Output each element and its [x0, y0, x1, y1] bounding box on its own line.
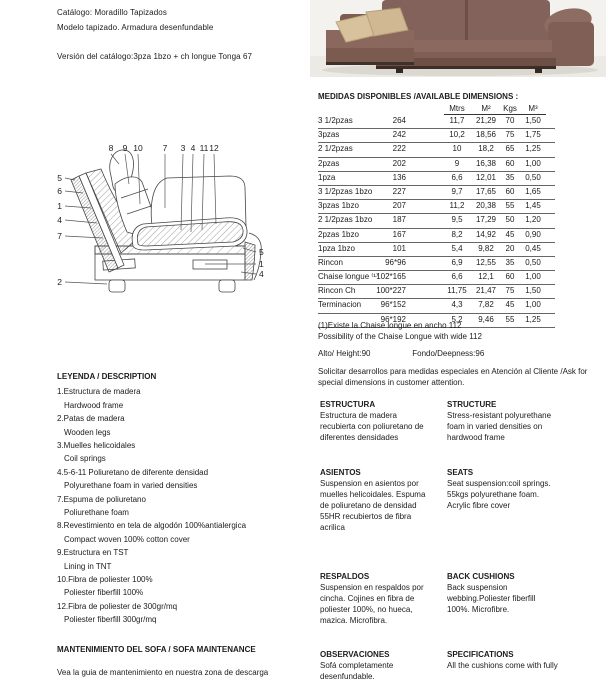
- row-m3: 1,75: [525, 130, 541, 140]
- row-size: 101: [392, 243, 406, 253]
- respaldos-title: RESPALDOS: [320, 572, 370, 581]
- row-kgs: 75: [505, 130, 515, 140]
- table-row: [318, 143, 555, 157]
- callout-8: 8: [108, 143, 114, 153]
- specifications-body: All the cushions come with fully: [447, 661, 558, 670]
- row-mtrs: 10,2: [449, 130, 465, 140]
- legend-item-es: 12.Fibra de poliester de 300gr/mq: [57, 601, 178, 611]
- table-row: [318, 299, 555, 313]
- callout-1-right: 1: [259, 259, 264, 269]
- cross-section-art: [45, 138, 275, 310]
- structure-title: STRUCTURE: [447, 400, 497, 409]
- table-row: [318, 172, 555, 186]
- legend-item: [57, 385, 317, 412]
- table-row: [318, 271, 555, 285]
- row-size: 102*165: [376, 272, 406, 282]
- callout-7-left: 7: [57, 231, 62, 241]
- callout-4-right: 4: [259, 269, 264, 279]
- callout-6: 6: [57, 186, 62, 196]
- legend-item-es: 1.Estructura de madera: [57, 387, 141, 397]
- depth-label: Fondo/Deepness:96: [412, 349, 485, 358]
- row-size: 96*152: [380, 300, 406, 310]
- legend-item-en: Poliurethane foam: [64, 508, 129, 518]
- row-kgs: 75: [505, 286, 515, 296]
- row-m3: 1,00: [525, 272, 541, 282]
- row-name: Rincon: [318, 257, 343, 267]
- col-header-m2: M²: [481, 103, 491, 113]
- row-m2: 12,01: [475, 172, 497, 182]
- seats-body: Seat suspension:coil springs. 55kgs polyurethane foam. Acrylic fibre cover: [447, 479, 551, 510]
- legend-item-es: 2.Patas de madera: [57, 414, 125, 424]
- row-name: 1pza: [318, 172, 336, 182]
- row-kgs: 35: [505, 257, 515, 267]
- row-kgs: 65: [505, 144, 515, 154]
- row-kgs: 60: [505, 186, 515, 196]
- row-m2: 12,1: [478, 272, 494, 282]
- callout-11: 11: [199, 143, 209, 153]
- row-name: Rincon Ch: [318, 286, 356, 296]
- legend-item: [57, 546, 317, 573]
- row-m3: 1,20: [525, 215, 541, 225]
- legend-items: [57, 385, 317, 626]
- row-m2: 18,2: [478, 144, 494, 154]
- callout-5-left: 5: [57, 173, 62, 183]
- sofa-photo: [310, 0, 606, 77]
- row-name: 2 1/2pzas: [318, 144, 353, 154]
- legend-item-es: 7.Espuma de poliuretano: [57, 494, 146, 504]
- row-size: 222: [392, 144, 406, 154]
- legend-item: [57, 412, 317, 439]
- callout-2: 2: [57, 277, 62, 287]
- section-estructura: [320, 399, 426, 443]
- row-m3: 0,45: [525, 243, 541, 253]
- row-m2: 17,29: [475, 215, 497, 225]
- row-kgs: 55: [505, 314, 515, 324]
- row-size: 264: [392, 116, 406, 125]
- legend-item: [57, 439, 317, 466]
- row-name: 3pzas 1bzo: [318, 201, 359, 211]
- col-header-m3: M³: [528, 103, 538, 113]
- row-kgs: 60: [505, 158, 515, 168]
- section-respaldos: [320, 571, 426, 626]
- table-row: [318, 229, 555, 243]
- row-m3: 0,90: [525, 229, 541, 239]
- row-mtrs: 5,4: [451, 243, 463, 253]
- legend-item-en: Polyurethane foam in varied densities: [64, 481, 198, 491]
- row-mtrs: 11,7: [449, 116, 465, 125]
- chaise-footnote: [318, 320, 578, 342]
- table-row: [318, 129, 555, 143]
- row-m3: 0,50: [525, 172, 541, 182]
- legend-item-en: Compact woven 100% cotton cover: [64, 534, 190, 544]
- seats-title: SEATS: [447, 468, 474, 477]
- row-size: 187: [392, 215, 406, 225]
- row-size: 96*96: [385, 257, 406, 267]
- table-row: [318, 243, 555, 257]
- section-observaciones: [320, 649, 426, 682]
- back-cushions-title: BACK CUSHIONS: [447, 572, 515, 581]
- legend-item: [57, 519, 317, 546]
- col-header-mtrs: Mtrs: [449, 103, 465, 113]
- row-size: 227: [392, 186, 406, 196]
- row-name: 2 1/2pzas 1bzo: [318, 215, 373, 225]
- dimensions-table: [318, 92, 555, 328]
- row-mtrs: 11,2: [449, 201, 465, 211]
- row-name: 3 1/2pzas: [318, 116, 353, 125]
- estructura-body: Estructura de madera recubierta con poliuretano de diferentes densidades: [320, 411, 424, 442]
- asientos-body: Suspension en asientos por muelles helicoidales. Espuma de poliuretano de densidad 55HR recubiertos de fibra acrilica: [320, 479, 426, 532]
- maintenance-title: MANTENIMIENTO DEL SOFA / SOFA MAINTENANCE: [57, 645, 256, 654]
- section-specifications: [447, 649, 559, 671]
- legend-item-en: Hardwood frame: [64, 400, 124, 410]
- height-depth-line: [318, 349, 578, 359]
- row-m3: 1,65: [525, 186, 541, 196]
- callout-4-left: 4: [57, 215, 62, 225]
- asientos-title: ASIENTOS: [320, 468, 361, 477]
- table-row: [318, 186, 555, 200]
- back-cushions-body: Back suspension webbing.Poliester fiberfill 100%. Microfibre.: [447, 583, 536, 614]
- row-mtrs: 10: [452, 144, 462, 154]
- section-seats: [447, 467, 559, 511]
- dimensions-title: MEDIDAS DISPONIBLES /AVAILABLE DIMENSIONS :: [318, 92, 519, 101]
- row-size: 96*192: [380, 314, 406, 324]
- row-kgs: 45: [505, 300, 515, 310]
- row-kgs: 50: [505, 215, 515, 225]
- legend-title: LEYENDA / DESCRIPTION: [57, 372, 157, 381]
- legend-item-es: 8.Revestimiento en tela de algodón 100%antialergica: [57, 521, 247, 531]
- row-mtrs: 6,9: [451, 257, 463, 267]
- legend-item-en: Coil springs: [64, 454, 106, 464]
- row-m2: 9,82: [478, 243, 494, 253]
- row-name: Chaise longue ⁽¹⁾: [318, 272, 378, 282]
- observaciones-title: OBSERVACIONES: [320, 650, 390, 659]
- row-m3: 0,50: [525, 257, 541, 267]
- col-header-kgs: Kgs: [503, 103, 517, 113]
- row-m2: 18,56: [475, 130, 497, 140]
- legend-item-es: 4.5-6-11 Poliuretano de diferente densidad: [57, 467, 209, 477]
- section-asientos: [320, 467, 426, 533]
- row-m3: 1,25: [525, 144, 541, 154]
- observaciones-body: Sofá completamente desenfundable.: [320, 661, 394, 681]
- callout-12: 12: [209, 143, 219, 153]
- row-m2: 9,46: [478, 314, 494, 324]
- footnote-es: (1)Existe la Chaise longue en ancho 112: [318, 321, 462, 330]
- row-mtrs: 6,6: [451, 172, 463, 182]
- callout-7-top: 7: [162, 143, 168, 153]
- row-m2: 20,38: [475, 201, 497, 211]
- legend-item: [57, 466, 317, 493]
- respaldos-body: Suspension en respaldos por cincha. Cojines en fibra de poliester 100%, no hueca, mazica. Microfibra.: [320, 583, 424, 625]
- row-size: 100*227: [376, 286, 406, 296]
- row-kgs: 60: [505, 272, 515, 282]
- row-m3: 1,45: [525, 201, 541, 211]
- legend-item-es: 10.Fibra de poliester 100%: [57, 575, 153, 585]
- callout-9: 9: [122, 143, 128, 153]
- row-kgs: 45: [505, 229, 515, 239]
- row-mtrs: 9,7: [451, 186, 463, 196]
- legend-item-es: 3.Muelles helicoidales: [57, 441, 136, 451]
- row-name: 3 1/2pzas 1bzo: [318, 186, 373, 196]
- row-name: 3pzas: [318, 130, 340, 140]
- row-m2: 7,82: [478, 300, 494, 310]
- sofa-photo-art: [310, 0, 606, 77]
- row-kgs: 20: [505, 243, 515, 253]
- legend-item-es: 9.Estructura en TST: [57, 548, 129, 558]
- row-m2: 21,47: [475, 286, 497, 296]
- table-row: [318, 200, 555, 214]
- footnote-en: Possibility of the Chaise Longue with wide 112: [318, 332, 482, 341]
- catalog-line: Catálogo: Moradillo Tapizados: [57, 8, 167, 17]
- row-mtrs: 9,5: [451, 215, 463, 225]
- row-mtrs: 6,6: [451, 272, 463, 282]
- section-structure: [447, 399, 559, 443]
- row-m3: 1,50: [525, 286, 541, 296]
- dimensions-column-headers: [444, 103, 546, 115]
- row-mtrs: 8,2: [451, 229, 463, 239]
- legend-item-en: Poliester fiberfill 300gr/mq: [64, 615, 157, 625]
- table-row: [318, 158, 555, 172]
- sofa-cross-section-drawing: [45, 138, 275, 310]
- callout-10: 10: [133, 143, 143, 153]
- legend-item-en: Poliester fiberfill 100%: [64, 588, 144, 598]
- row-m3: 1,00: [525, 300, 541, 310]
- specifications-title: SPECIFICATIONS: [447, 650, 514, 659]
- callout-5-right: 5: [259, 247, 264, 257]
- legend-item: [57, 573, 317, 600]
- row-m2: 21,29: [475, 116, 497, 125]
- table-row: [318, 257, 555, 271]
- row-m3: 1,25: [525, 314, 541, 324]
- height-label: Alto/ Height:90: [318, 349, 371, 358]
- row-name: Terminacion: [318, 300, 362, 310]
- row-mtrs: 5,2: [451, 314, 463, 324]
- callout-3: 3: [180, 143, 186, 153]
- maintenance-body: Vea la guia de mantenimiento en nuestra zona de descarga: [57, 668, 269, 677]
- row-m2: 16,38: [475, 158, 497, 168]
- version-line: Versión del catálogo:3pza 1bzo + ch longue Tonga 67: [57, 52, 253, 61]
- row-size: 207: [392, 201, 406, 211]
- callout-4-top: 4: [190, 143, 196, 153]
- row-kgs: 55: [505, 201, 515, 211]
- row-name: 2pzas: [318, 158, 340, 168]
- legend-item: [57, 600, 317, 627]
- estructura-title: ESTRUCTURA: [320, 400, 376, 409]
- row-kgs: 70: [505, 116, 515, 125]
- model-line: Modelo tapizado. Armadura desenfundable: [57, 23, 214, 32]
- row-name: 2pzas 1bzo: [318, 229, 359, 239]
- legend-item: [57, 493, 317, 520]
- row-name: 1pza 1bzo: [318, 243, 355, 253]
- row-size: 202: [392, 158, 406, 168]
- row-mtrs: 9: [454, 158, 460, 168]
- row-mtrs: 4,3: [451, 300, 463, 310]
- callout-1-left: 1: [57, 201, 62, 211]
- row-kgs: 35: [505, 172, 515, 182]
- dimensions-rows: [318, 115, 555, 328]
- row-size: 167: [392, 229, 406, 239]
- legend-item-en: Lining in TNT: [64, 561, 112, 571]
- legend-item-en: Wooden legs: [64, 427, 111, 437]
- legend: [57, 372, 317, 627]
- special-dimensions-note: Solicitar desarrollos para medidas especiales en Atención al Cliente /Ask for special dimensions in customer attention.: [318, 367, 588, 387]
- row-size: 242: [392, 130, 406, 140]
- row-size: 136: [392, 172, 406, 182]
- row-m2: 14,92: [475, 229, 497, 239]
- row-m3: 1,50: [525, 116, 541, 125]
- row-mtrs: 11,75: [447, 286, 467, 296]
- structure-body: Stress-resistant polyurethane foam in varied densities on hardwood frame: [447, 411, 552, 442]
- row-m2: 12,55: [475, 257, 497, 267]
- section-back-cushions: [447, 571, 559, 615]
- table-row: [318, 285, 555, 299]
- table-row: [318, 214, 555, 228]
- table-row: [318, 115, 555, 129]
- row-m2: 17,65: [475, 186, 497, 196]
- row-m3: 1,00: [525, 158, 541, 168]
